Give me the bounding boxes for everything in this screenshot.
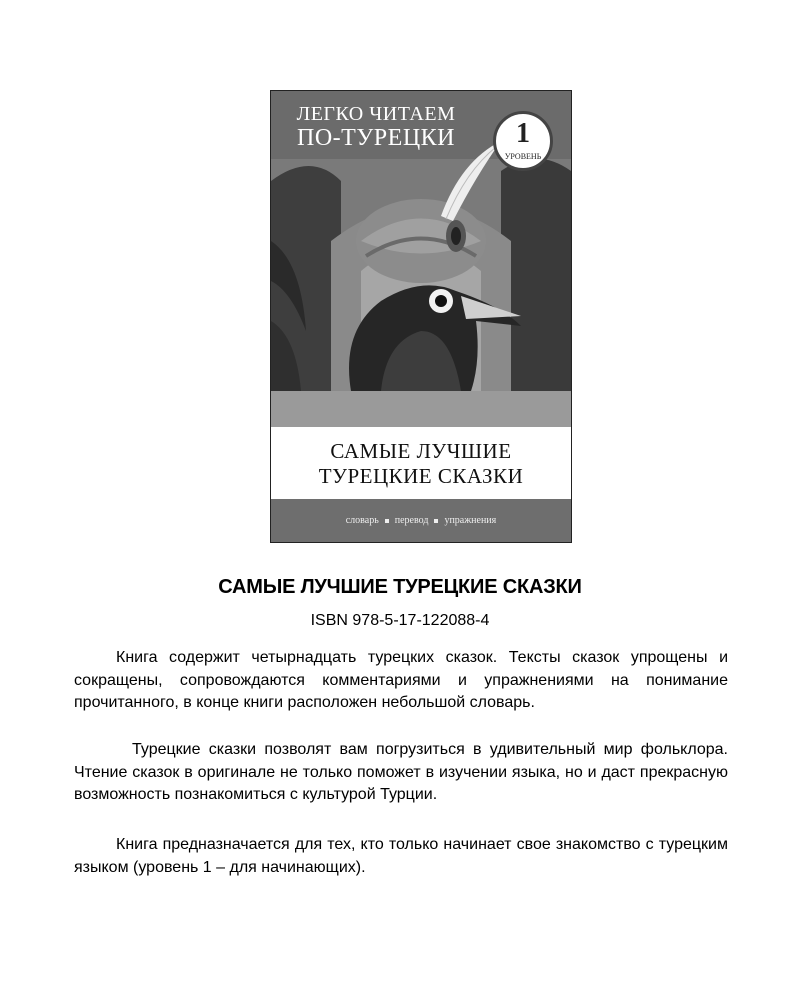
cover-title-line1: САМЫЕ ЛУЧШИЕ xyxy=(330,439,512,463)
series-title-line1: ЛЕГКО ЧИТАЕМ xyxy=(296,103,456,125)
level-number: 1 xyxy=(516,118,530,149)
book-cover xyxy=(270,90,572,543)
description-paragraph-3: Книга предназначается для тех, кто только начинает свое знакомство с турецким языком (уровень 1 – для начинающих). xyxy=(74,836,728,876)
cover-stripe xyxy=(271,391,571,427)
cover-title-box xyxy=(271,427,571,499)
footer-item-translation: перевод xyxy=(394,515,429,526)
footer-item-dictionary: словарь xyxy=(345,515,379,526)
description-paragraph-1: Книга содержит четырнадцать турецких сказок. Тексты сказок упрощены и сокращены, сопровождаются комментариями и упражнениями на понимание прочитанного, в конце книги расположен небольшой словарь. xyxy=(74,649,728,711)
description-paragraph-2: Турецкие сказки позволят вам погрузиться в удивительный мир фольклора. Чтение сказок в оригинале не только поможет в изучении языка, но и даст прекрасную возможность познакомиться с культурой Турции. xyxy=(74,741,728,803)
series-title-line2: ПО-ТУРЕЦКИ xyxy=(297,125,455,151)
level-badge xyxy=(493,111,553,171)
isbn: ISBN 978-5-17-122088-4 xyxy=(310,612,490,629)
book-title: САМЫЕ ЛУЧШИЕ ТУРЕЦКИЕ СКАЗКИ xyxy=(218,576,582,598)
bullet-icon xyxy=(385,519,389,523)
level-label: УРОВЕНЬ xyxy=(504,152,542,161)
footer-item-exercises: упражнения xyxy=(444,515,497,526)
cover-footer xyxy=(271,499,571,542)
bullet-icon xyxy=(434,519,438,523)
cover-title-line2: ТУРЕЦКИЕ СКАЗКИ xyxy=(318,464,524,488)
